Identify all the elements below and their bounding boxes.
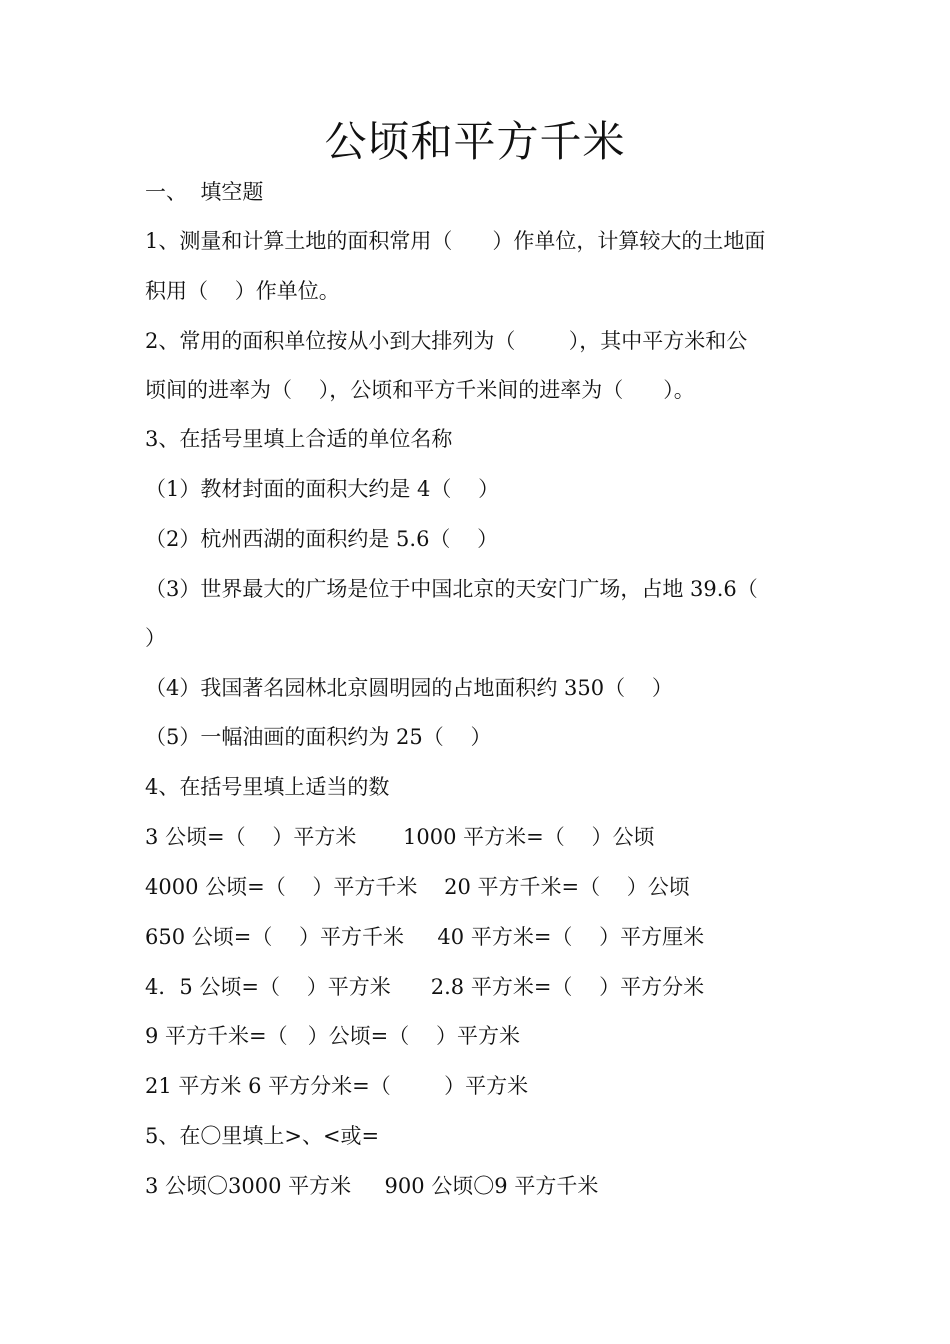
question-2-line-1: 2、常用的面积单位按从小到大排列为（ ），其中平方米和公 [145,329,748,353]
question-3-heading: 3、在括号里填上合适的单位名称 [145,427,453,451]
question-3-item-3-continued: ） [145,626,166,650]
question-4-row-2: 4000 公顷=（ ）平方千米 20 平方千米=（ ）公顷 [145,875,690,899]
question-3-item-1: （1）教材封面的面积大约是 4（ ） [145,477,500,501]
question-4-heading: 4、在括号里填上适当的数 [145,775,390,799]
question-4-row-3: 650 公顷=（ ）平方千米 40 平方米=（ ）平方厘米 [145,925,705,949]
question-3-item-4: （4）我国著名园林北京圆明园的占地面积约 350（ ） [145,676,673,700]
section-heading: 一、 填空题 [145,180,264,204]
question-5-heading: 5、在〇里填上>、<或= [145,1124,380,1148]
question-3-item-2: （2）杭州西湖的面积约是 5.6（ ） [145,527,499,551]
question-4-row-5: 9 平方千米=（ ）公顷=（ ）平方米 [145,1024,520,1048]
question-3-item-3: （3）世界最大的广场是位于中国北京的天安门广场，占地 39.6（ [145,577,758,601]
question-3-item-5: （5）一幅油画的面积约为 25（ ） [145,725,492,749]
question-4-row-4: 4．5 公顷=（ ）平方米 2.8 平方米=（ ）平方分米 [145,975,705,999]
question-4-row-1: 3 公顷=（ ）平方米 1000 平方米=（ ）公顷 [145,825,655,849]
question-1-line-1: 1、测量和计算土地的面积常用（ ）作单位，计算较大的土地面 [145,229,766,253]
question-4-row-6: 21 平方米 6 平方分米=（ ）平方米 [145,1074,529,1098]
page-title: 公顷和平方千米 [324,117,626,166]
question-2-line-2: 顷间的进率为（ ），公顷和平方千米间的进率为（ ）。 [145,378,695,402]
question-1-line-2: 积用（ ）作单位。 [145,279,340,303]
question-5-row: 3 公顷〇3000 平方米 900 公顷〇9 平方千米 [145,1174,599,1198]
